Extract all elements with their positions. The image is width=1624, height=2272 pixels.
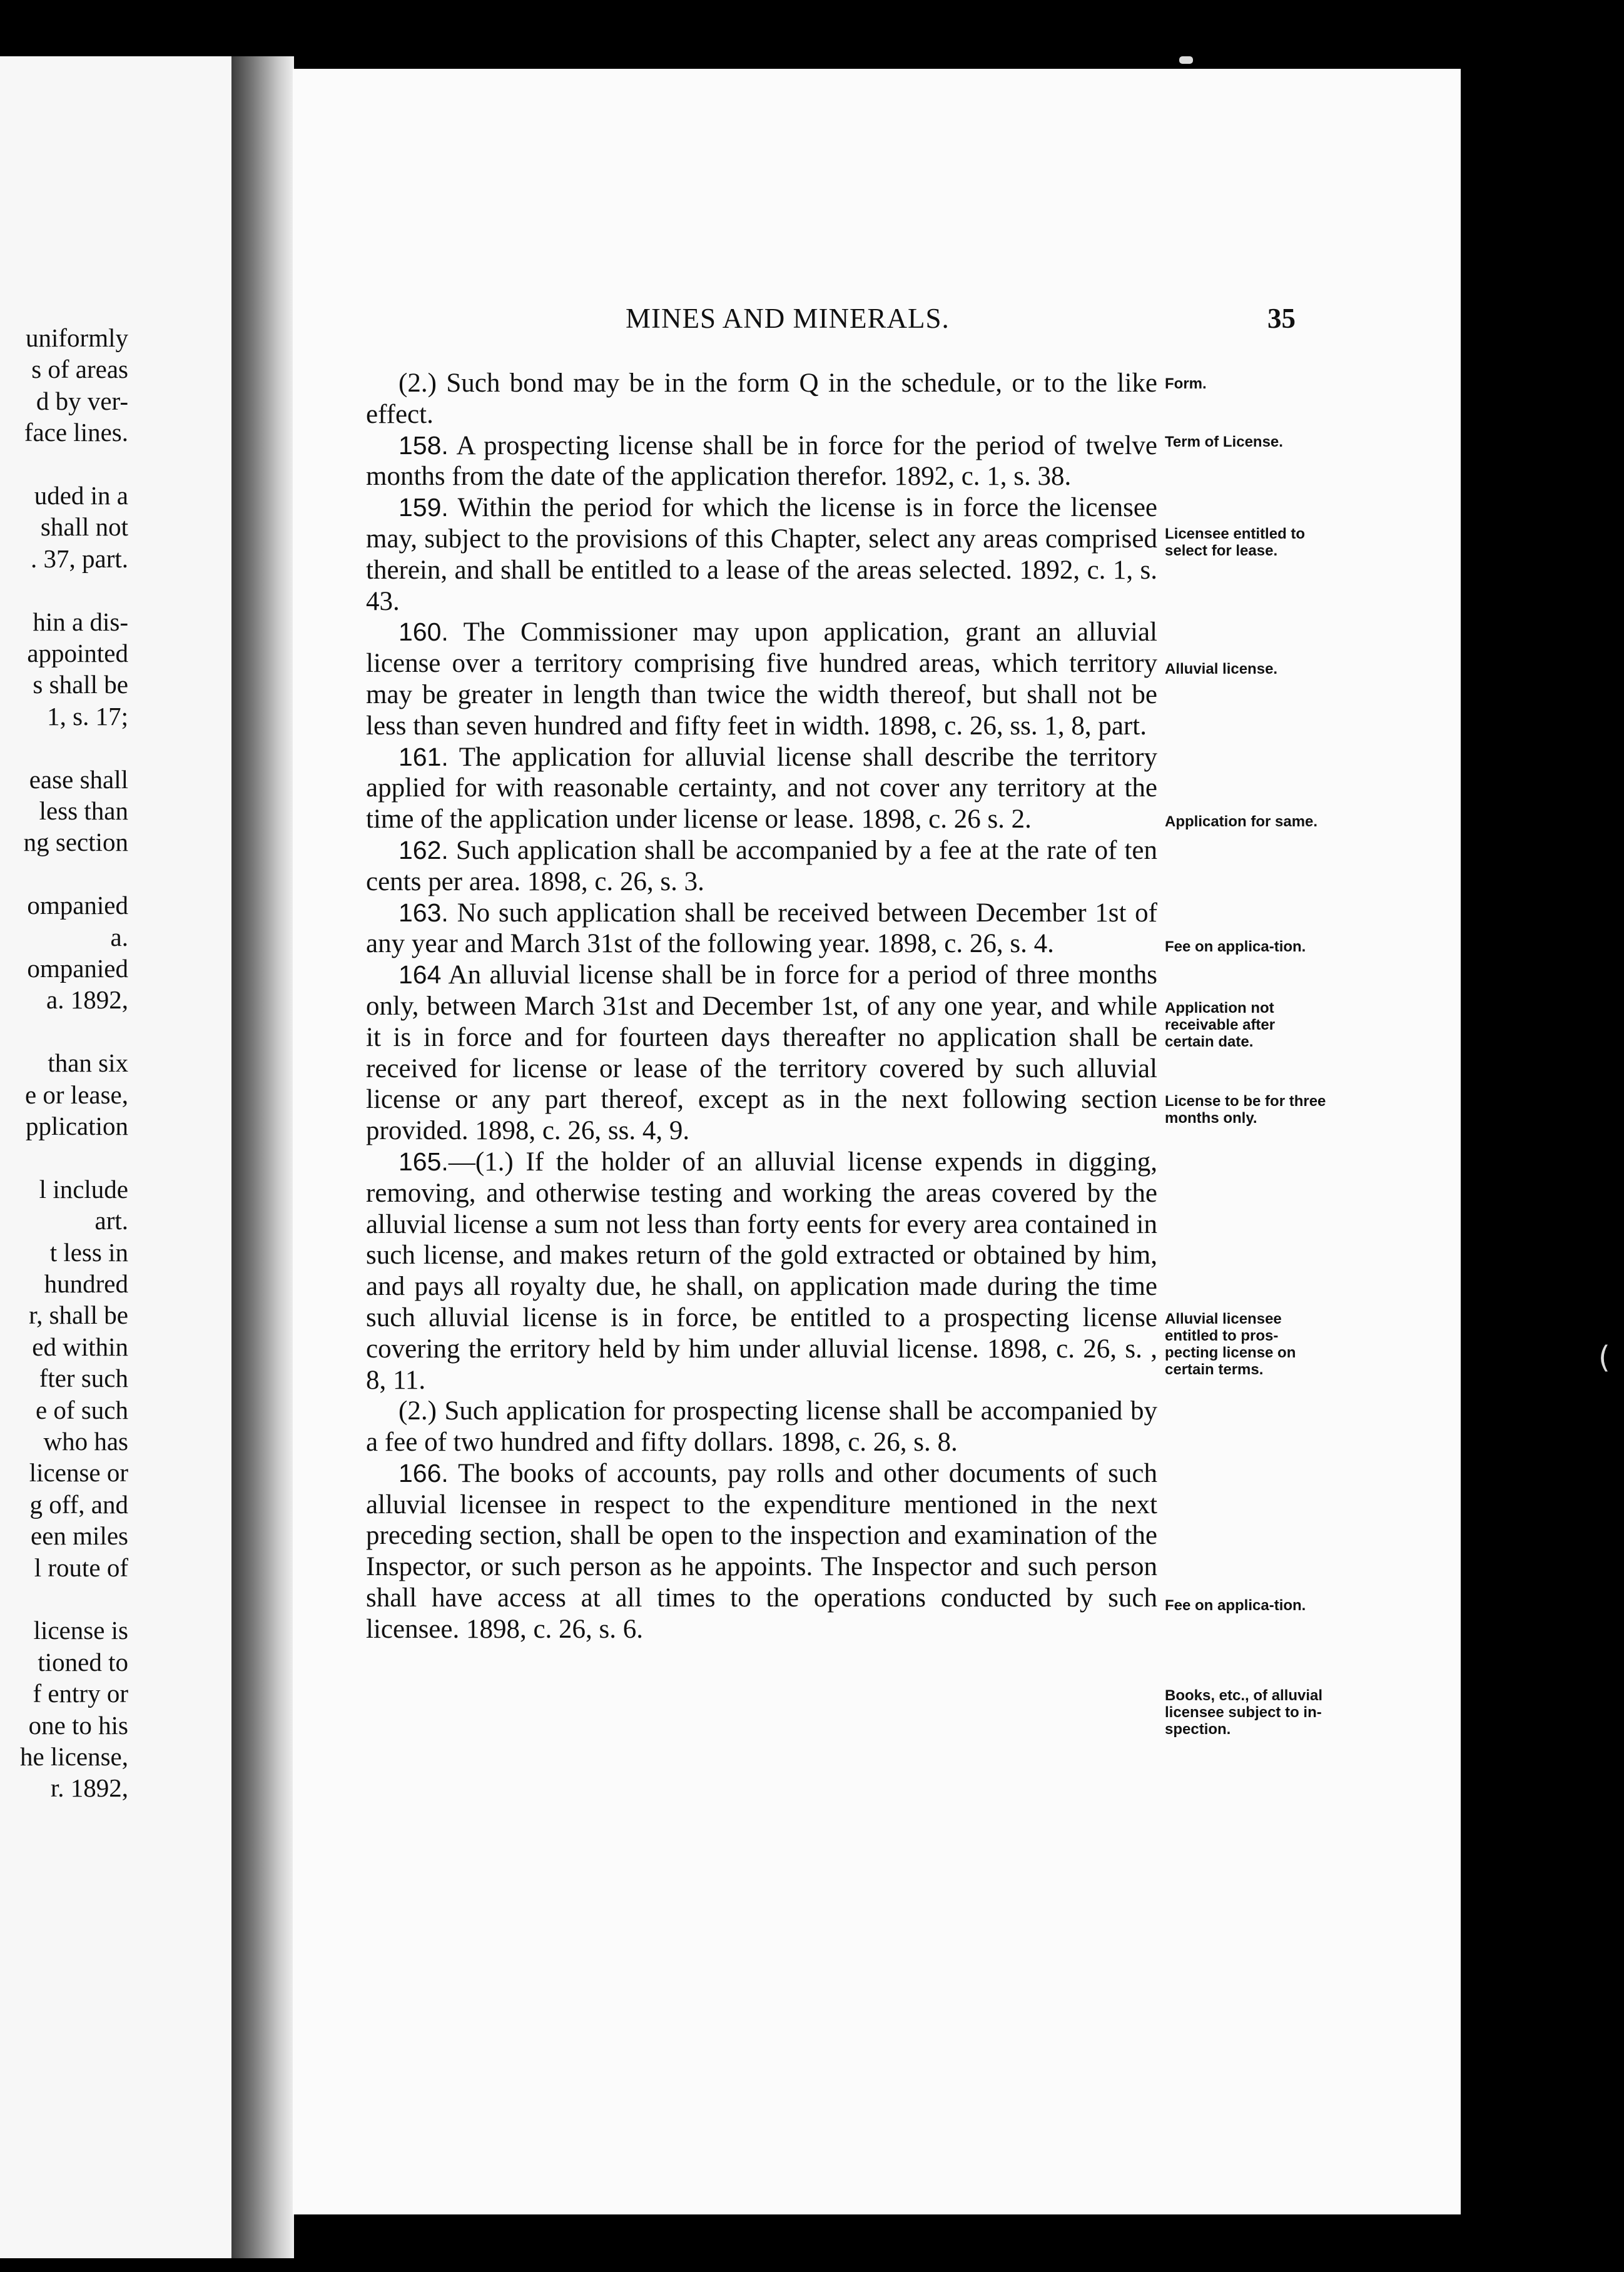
facing-page-fragment: g off, and — [29, 1489, 128, 1519]
facing-page-fragment: e or lease, — [24, 1080, 128, 1109]
paragraph — [366, 1396, 1157, 1458]
marginal-note: Books, etc., of alluvial licensee subject to in-spection. — [1165, 1687, 1323, 1738]
book-gutter — [231, 56, 294, 2258]
paragraph — [366, 742, 1157, 835]
facing-page-fragment: d by ver- — [36, 386, 128, 415]
facing-page-fragment: ompanied — [27, 954, 128, 983]
facing-page-fragment: ng section — [23, 828, 128, 857]
paragraph — [366, 368, 1157, 430]
body-text — [366, 368, 1157, 1645]
facing-page-fragment: 1, s. 17; — [47, 701, 128, 731]
facing-page-fragment: t less in — [49, 1237, 128, 1267]
paragraph-text: The books of accounts, pay rolls and other documents of such alluvial licensee in respect to the expenditure mentioned in the next preceding section, shall be open to the inspection and examination of the Inspector, or such person as he appoints. The Inspector and such person shall have access at all times to the operations conducted by such licensee. 1898, c. 26, s. 6. — [366, 1458, 1157, 1644]
facing-page-fragment: s of areas — [31, 355, 128, 384]
facing-page-fragment: fter such — [39, 1364, 128, 1393]
paragraph-text: The application for alluvial license shall describe the territory applied for with reasonable certainty, and not cover any territory at the time of the application under license or lease. 1898, c. 26 s. 2. — [366, 742, 1157, 834]
section-number: 165. — [398, 1147, 449, 1176]
facing-page-fragment: tioned to — [38, 1647, 128, 1676]
facing-page-fragment: art. — [94, 1206, 128, 1235]
facing-page-fragment: een miles — [31, 1521, 128, 1551]
facing-page-fragment: r. 1892, — [50, 1773, 128, 1803]
section-number: 161. — [398, 742, 449, 771]
facing-page-fragment: l route of — [34, 1553, 128, 1582]
paragraph-text: No such application shall be received between December 1st of any year and March 31st of the following year. 1898, c. 26, s. 4. — [366, 898, 1157, 959]
facing-page-fragment: l include — [39, 1174, 128, 1204]
paragraph — [366, 492, 1157, 617]
paragraph-text: —(1.) If the holder of an alluvial license expends in digging, removing, and otherwise testing and working the areas covered by the alluvial license a sum not less than forty eents for every area contained in such license, and makes return of the gold extracted or obtained by him, and pays all royalty due, he shall, on application made during the time such alluvial license is in force, be entitled to a prospecting license covering the erritory held by him under alluvial license. 1898, c. 26, s. , 8, 11. — [366, 1147, 1157, 1395]
paragraph — [366, 617, 1157, 741]
scan-edge-mark: ( — [1598, 1340, 1610, 1375]
facing-page-fragment: appointed — [27, 639, 128, 667]
paragraph-text: (2.) Such bond may be in the form Q in the schedule, or to the like effect. — [366, 368, 1157, 429]
facing-page-fragment: hundred — [44, 1269, 128, 1298]
paragraph-text: Such application shall be accompanied by a fee at the rate of ten cents per area. 1898, c. 26, s. 3. — [366, 835, 1157, 896]
paragraph — [366, 430, 1157, 493]
facing-page-fragment: less than — [39, 796, 128, 825]
marginal-note: Form. — [1165, 375, 1207, 392]
paragraph-text: Within the period for which the license is in force the licensee may, subject to the provisions of this Chapter, select any areas comprised therein, and shall be entitled to a lease of the areas selected. 1892, c. 1, s. 43. — [366, 493, 1157, 616]
section-number: 160. — [398, 617, 449, 647]
section-number: 159. — [398, 493, 449, 522]
facing-page-fragment: uniformly — [26, 323, 128, 352]
paragraph — [366, 835, 1157, 898]
paper-speck — [1179, 56, 1193, 64]
facing-page-fragment: than six — [48, 1048, 128, 1078]
paragraph — [366, 898, 1157, 960]
facing-page-fragment: license is — [33, 1616, 128, 1645]
paragraph-text: The Commissioner may upon application, grant an alluvial license over a territory comprising five hundred areas, which territory may be greater in length than twice the width thereof, but shall not be less than seven hundred and fifty feet in width. 1898, c. 26, ss. 1, 8, part. — [366, 617, 1157, 741]
facing-page-fragment: he license, — [19, 1742, 128, 1771]
facing-page-fragment: one to his — [28, 1710, 128, 1740]
facing-page-fragment: uded in a — [34, 481, 128, 510]
section-number: 166. — [398, 1458, 449, 1488]
marginal-note: Alluvial license. — [1165, 661, 1278, 677]
facing-page-fragment: f entry or — [33, 1679, 128, 1708]
marginal-note: License to be for three months only. — [1165, 1093, 1326, 1127]
paragraph-text: An alluvial license shall be in force for a period of three months only, between March 31st and December 1st, of any one year, and while it is in force and for fourteen days thereafter no application shall be received for license or lease of the territory covered by such alluvial license or any part thereof, except as in the next following section provided. 1898, c. 26, ss. 4, 9. — [366, 960, 1157, 1146]
facing-page-fragment: ed within — [32, 1332, 128, 1361]
facing-page-fragment: face lines. — [24, 418, 128, 447]
facing-page-fragment: ease shall — [29, 764, 128, 794]
facing-page-fragment: who has — [43, 1427, 128, 1456]
paragraph-text: A prospecting license shall be in force for the period of twelve months from the date of the application therefor. 1892, c. 1, s. 38. — [366, 430, 1157, 492]
section-number: 158. — [398, 430, 449, 460]
facing-page-fragment: hin a dis- — [33, 607, 128, 636]
facing-page-fragment: a. — [110, 922, 128, 951]
section-number: 163. — [398, 898, 449, 927]
facing-page-fragment: r, shall be — [29, 1301, 128, 1330]
facing-page-fragment: license or — [29, 1458, 128, 1488]
facing-page — [0, 56, 231, 2258]
paragraph — [366, 960, 1157, 1147]
paragraph — [366, 1458, 1157, 1645]
facing-page-fragment: e of such — [35, 1395, 128, 1424]
facing-page-fragment: ompanied — [27, 891, 128, 920]
marginal-note: Fee on applica-tion. — [1165, 1597, 1306, 1614]
facing-page-fragment: shall not — [40, 512, 128, 542]
facing-page-fragment: s shall be — [33, 670, 128, 699]
facing-page-fragment: . 37, part. — [31, 544, 128, 573]
marginal-note: Application not receivable after certain date. — [1165, 1000, 1276, 1050]
marginal-note: Licensee entitled to select for lease. — [1165, 525, 1306, 559]
facing-page-fragment: a. 1892, — [46, 985, 128, 1015]
marginal-note: Application for same. — [1165, 813, 1318, 830]
marginal-note: Fee on applica-tion. — [1165, 938, 1306, 955]
section-number: 162. — [398, 835, 449, 865]
facing-page-fragment: pplication — [26, 1112, 128, 1140]
marginal-note: Term of License. — [1165, 434, 1283, 450]
running-head: MINES AND MINERALS. — [626, 303, 950, 334]
paragraph-text: (2.) Such application for prospecting license shall be accompanied by a fee of two hundred and fifty dollars. 1898, c. 26, s. 8. — [366, 1396, 1157, 1458]
section-number: 164 — [398, 960, 442, 990]
marginal-note: Alluvial licensee entitled to pros-pecting license on certain terms. — [1165, 1311, 1296, 1378]
page-number: 35 — [1267, 303, 1296, 334]
paragraph — [366, 1147, 1157, 1396]
